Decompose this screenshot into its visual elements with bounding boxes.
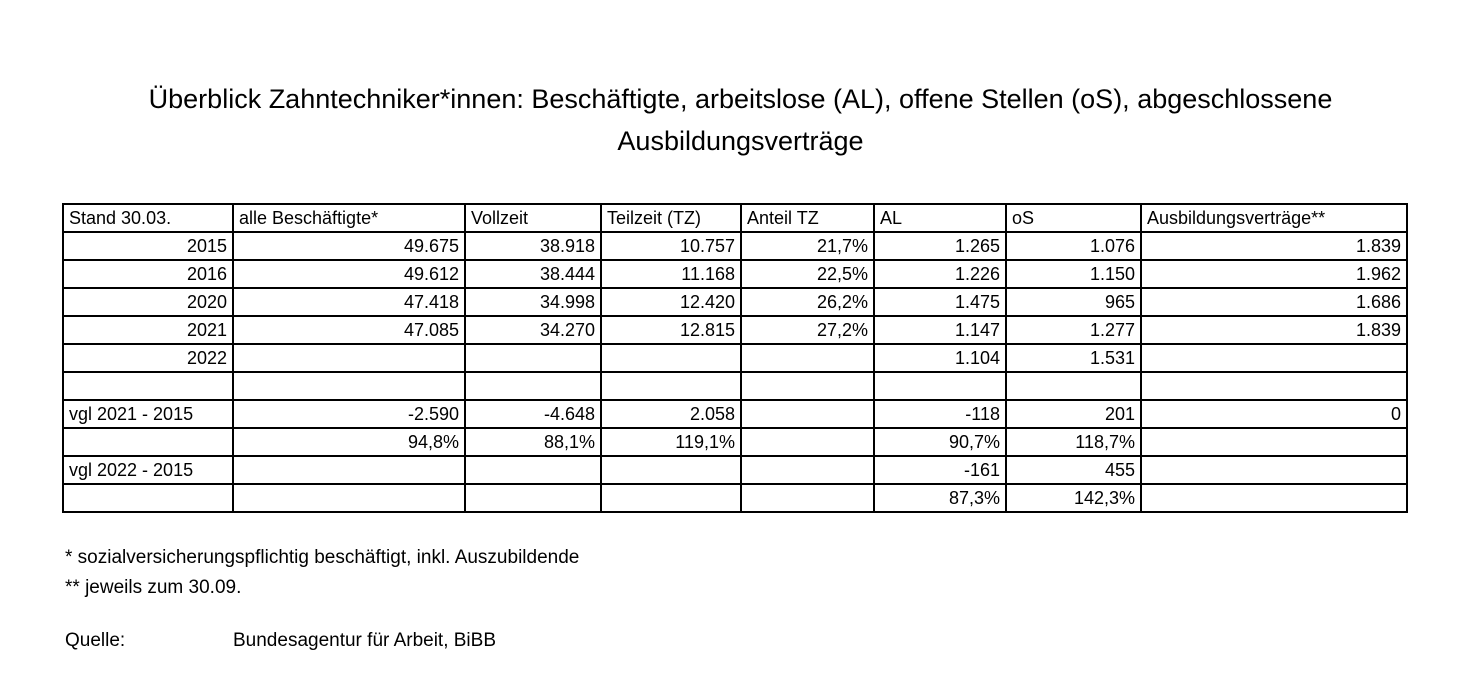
table-row: [63, 456, 1407, 484]
value-cell: [1006, 372, 1141, 400]
value-cell: 118,7%: [1006, 428, 1141, 456]
value-cell: 1.686: [1141, 288, 1407, 316]
value-cell: [1141, 372, 1407, 400]
value-cell: 1.277: [1006, 316, 1141, 344]
table-row: [63, 316, 1407, 344]
value-cell: 34.270: [465, 316, 601, 344]
row-label-cell: [63, 372, 233, 400]
page-title-line-2: Ausbildungsverträge: [617, 126, 864, 156]
value-cell: [233, 372, 465, 400]
value-cell: 10.757: [601, 232, 741, 260]
value-cell: 1.531: [1006, 344, 1141, 372]
value-cell: [741, 372, 874, 400]
value-cell: [741, 484, 874, 512]
column-header: oS: [1006, 204, 1141, 232]
column-header: Ausbildungsverträge**: [1141, 204, 1407, 232]
row-label-cell: 2021: [63, 316, 233, 344]
value-cell: [741, 400, 874, 428]
value-cell: 1.839: [1141, 232, 1407, 260]
value-cell: [465, 344, 601, 372]
source-value: Bundesagentur für Arbeit, BiBB: [233, 630, 496, 651]
value-cell: 94,8%: [233, 428, 465, 456]
value-cell: 2.058: [601, 400, 741, 428]
column-header: Vollzeit: [465, 204, 601, 232]
value-cell: 142,3%: [1006, 484, 1141, 512]
value-cell: 1.839: [1141, 316, 1407, 344]
value-cell: 1.147: [874, 316, 1006, 344]
source-label: Quelle:: [65, 630, 126, 651]
value-cell: [601, 456, 741, 484]
value-cell: 87,3%: [874, 484, 1006, 512]
value-cell: 90,7%: [874, 428, 1006, 456]
value-cell: 1.150: [1006, 260, 1141, 288]
value-cell: 49.612: [233, 260, 465, 288]
value-cell: [233, 484, 465, 512]
column-header: alle Beschäftigte*: [233, 204, 465, 232]
value-cell: 88,1%: [465, 428, 601, 456]
value-cell: 1.226: [874, 260, 1006, 288]
value-cell: -2.590: [233, 400, 465, 428]
row-label-cell: 2015: [63, 232, 233, 260]
value-cell: 201: [1006, 400, 1141, 428]
value-cell: 455: [1006, 456, 1141, 484]
table-body: [63, 232, 1407, 512]
row-label-cell: vgl 2022 - 2015: [63, 456, 233, 484]
value-cell: [1141, 344, 1407, 372]
value-cell: 119,1%: [601, 428, 741, 456]
value-cell: [601, 484, 741, 512]
value-cell: [465, 372, 601, 400]
table-row: [63, 372, 1407, 400]
table-row: [63, 428, 1407, 456]
value-cell: [601, 344, 741, 372]
table-row: [63, 288, 1407, 316]
value-cell: 0: [1141, 400, 1407, 428]
column-header: Stand 30.03.: [63, 204, 233, 232]
table-row: [63, 232, 1407, 260]
value-cell: 1.475: [874, 288, 1006, 316]
row-label-cell: 2020: [63, 288, 233, 316]
page-title: [0, 78, 1481, 162]
value-cell: [1141, 484, 1407, 512]
table-row: [63, 400, 1407, 428]
value-cell: 965: [1006, 288, 1141, 316]
statistics-table: [62, 203, 1408, 513]
value-cell: 26,2%: [741, 288, 874, 316]
row-label-cell: [63, 428, 233, 456]
table-header-row: [63, 204, 1407, 232]
value-cell: [741, 344, 874, 372]
value-cell: 27,2%: [741, 316, 874, 344]
row-label-cell: 2016: [63, 260, 233, 288]
value-cell: [741, 428, 874, 456]
value-cell: 1.265: [874, 232, 1006, 260]
value-cell: 12.420: [601, 288, 741, 316]
value-cell: 38.444: [465, 260, 601, 288]
page-title-line-1: Überblick Zahntechniker*innen: Beschäftigte, arbeitslose (AL), offene Stellen (oS), abgeschlossene: [148, 84, 1333, 114]
value-cell: [465, 484, 601, 512]
value-cell: [1141, 428, 1407, 456]
value-cell: [601, 372, 741, 400]
value-cell: 49.675: [233, 232, 465, 260]
value-cell: [1141, 456, 1407, 484]
row-label-cell: [63, 484, 233, 512]
value-cell: -161: [874, 456, 1006, 484]
column-header: Anteil TZ: [741, 204, 874, 232]
value-cell: [874, 372, 1006, 400]
value-cell: 12.815: [601, 316, 741, 344]
footnote-date: ** jeweils zum 30.09.: [65, 577, 242, 598]
value-cell: 21,7%: [741, 232, 874, 260]
value-cell: 34.998: [465, 288, 601, 316]
table-row: [63, 344, 1407, 372]
value-cell: 47.418: [233, 288, 465, 316]
table-row: [63, 260, 1407, 288]
value-cell: 1.962: [1141, 260, 1407, 288]
value-cell: [741, 456, 874, 484]
value-cell: [233, 456, 465, 484]
footnote-employed: * sozialversicherungspflichtig beschäftigt, inkl. Auszubildende: [65, 547, 580, 568]
table-row: [63, 484, 1407, 512]
value-cell: -4.648: [465, 400, 601, 428]
column-header: Teilzeit (TZ): [601, 204, 741, 232]
row-label-cell: vgl 2021 - 2015: [63, 400, 233, 428]
value-cell: 1.076: [1006, 232, 1141, 260]
value-cell: 22,5%: [741, 260, 874, 288]
value-cell: 11.168: [601, 260, 741, 288]
value-cell: -118: [874, 400, 1006, 428]
value-cell: [465, 456, 601, 484]
value-cell: [233, 344, 465, 372]
value-cell: 47.085: [233, 316, 465, 344]
value-cell: 1.104: [874, 344, 1006, 372]
value-cell: 38.918: [465, 232, 601, 260]
row-label-cell: 2022: [63, 344, 233, 372]
column-header: AL: [874, 204, 1006, 232]
